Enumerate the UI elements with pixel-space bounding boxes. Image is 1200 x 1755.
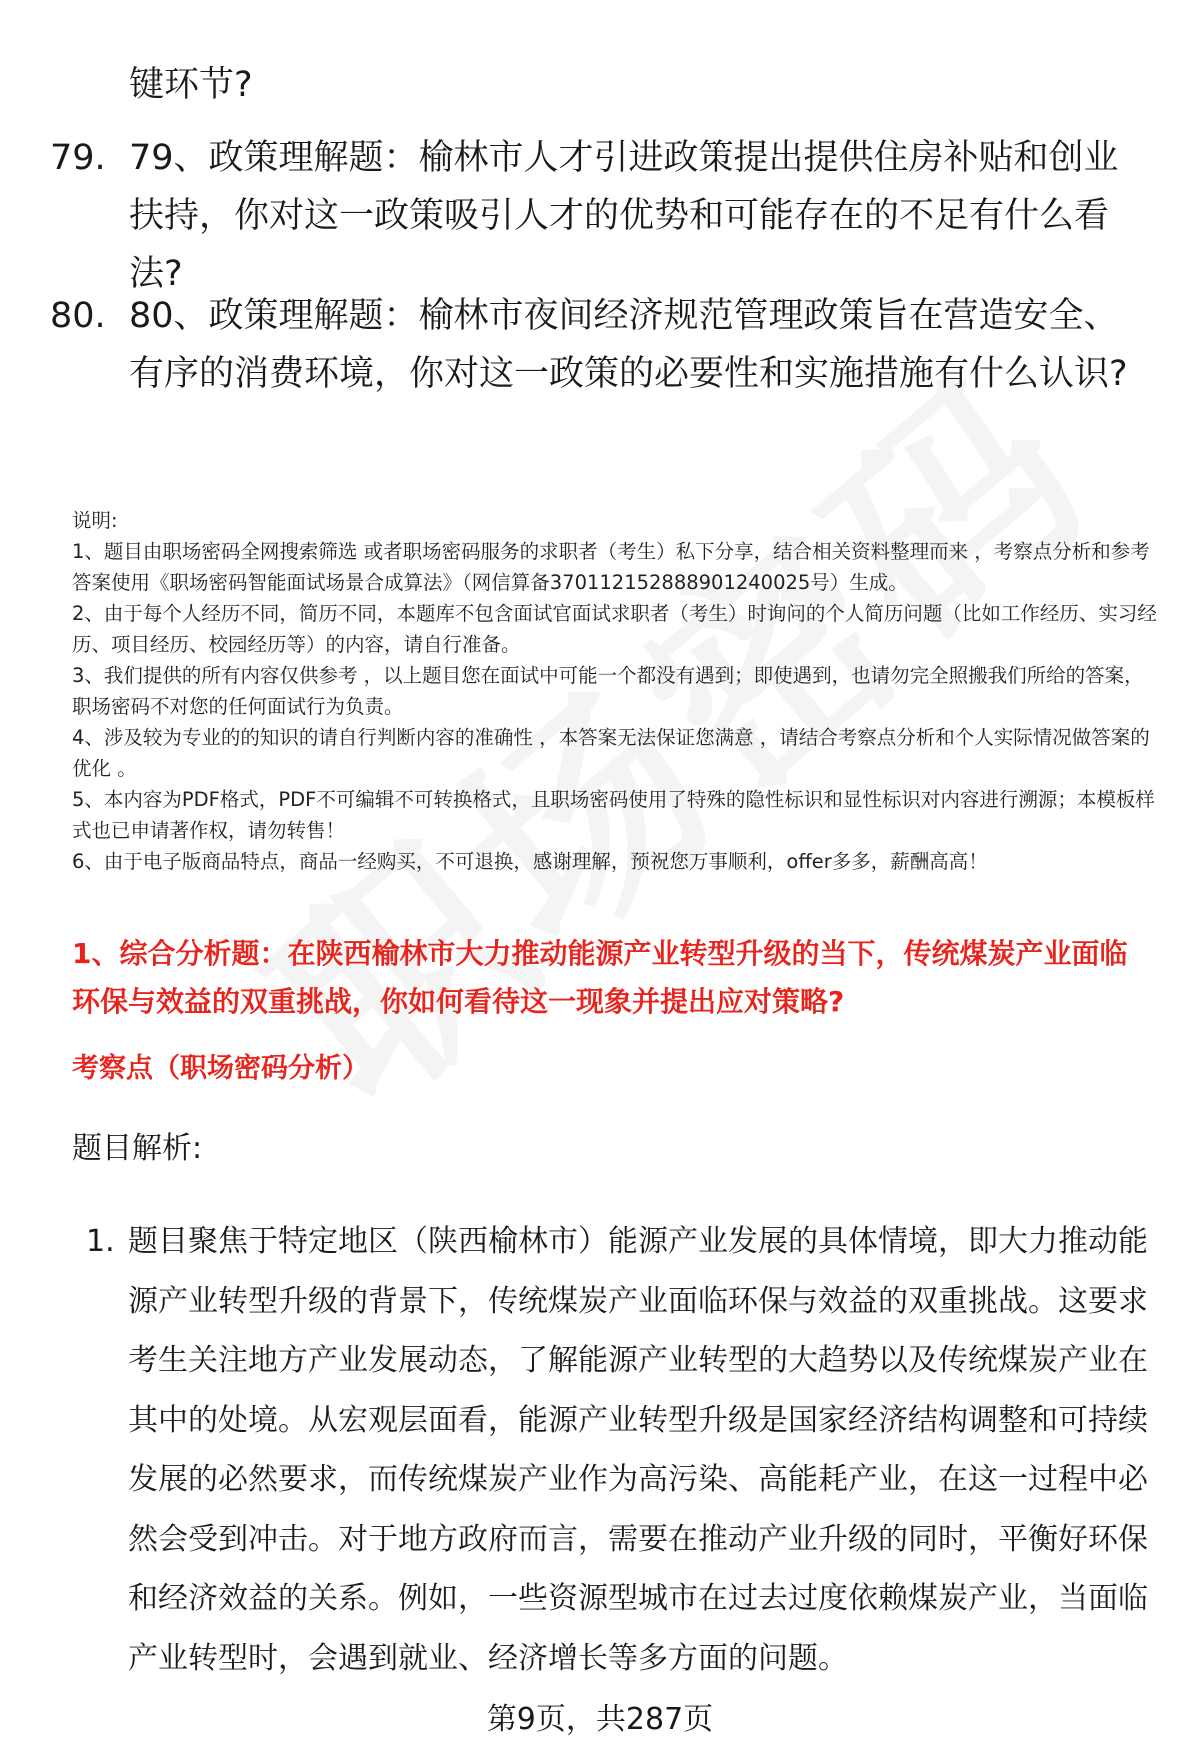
notes-item: 5、本内容为PDF格式，PDF不可编辑不可转换格式，且职场密码使用了特殊的隐性标识和显性标识对内容进行溯源；本模板样式也已申请著作权，请勿转售！ bbox=[72, 788, 1155, 842]
question-continuation: 键环节? bbox=[129, 65, 253, 105]
question-item-80 bbox=[50, 287, 1130, 403]
notes-title: 说明: bbox=[72, 509, 118, 532]
question-text: 80、政策理解题：榆林市夜间经济规范管理政策旨在营造安全、有序的消费环境，你对这一政策的必要性和实施措施有什么认识? bbox=[129, 296, 1128, 394]
notes-item: 2、由于每个人经历不同，简历不同，本题库不包含面试官面试求职者（考生）时询问的个人简历问题（比如工作经历、实习经历、项目经历、校园经历等）的内容，请自行准备。 bbox=[72, 602, 1157, 656]
section-question-heading: 1、综合分析题：在陕西榆林市大力推动能源产业转型升级的当下，传统煤炭产业面临环保与效益的双重挑战，你如何看待这一现象并提出应对策略? bbox=[72, 937, 1128, 1018]
analysis-item bbox=[86, 1212, 1166, 1688]
page-footer: 第9页，共287页 bbox=[486, 1702, 714, 1737]
notes-item: 3、我们提供的所有内容仅供参考 ，以上题目您在面试中可能一个都没有遇到；即使遇到，也请勿完全照搬我们所给的答案，职场密码不对您的任何面试行为负责。 bbox=[72, 664, 1144, 718]
analysis-item-text: 题目聚焦于特定地区（陕西榆林市）能源产业发展的具体情境，即大力推动能源产业转型升级的背景下，传统煤炭产业面临环保与效益的双重挑战。这要求考生关注地方产业发展动态，了解能源产业转型的大趋势以及传统煤炭产业在其中的处境。从宏观层面看，能源产业转型升级是国家经济结构调整和可持续发展的必然要求，而传统煤炭产业作为高污染、高能耗产业，在这一过程中必然会受到冲击。对于地方政府而言，需要在推动产业升级的同时，平衡好环保和经济效益的关系。例如，一些资源型城市在过去过度依赖煤炭产业，当面临产业转型时，会遇到就业、经济增长等多方面的问题。 bbox=[128, 1224, 1148, 1676]
notes-item: 6、由于电子版商品特点，商品一经购买，不可退换，感谢理解，预祝您万事顺利，offer多多，薪酬高高！ bbox=[72, 850, 988, 873]
analysis-heading: 题目解析: bbox=[72, 1131, 203, 1166]
notes-item: 4、涉及较为专业的的知识的请自行判断内容的准确性 ，本答案无法保证您满意 ，请结合考察点分析和个人实际情况做答案的优化 。 bbox=[72, 726, 1150, 780]
question-item-79 bbox=[50, 129, 1130, 303]
question-text: 79、政策理解题：榆林市人才引进政策提出提供住房补贴和创业扶持，你对这一政策吸引人才的优势和可能存在的不足有什么看法? bbox=[129, 138, 1119, 294]
question-number: 80. bbox=[50, 296, 106, 336]
notes-item: 1、题目由职场密码全网搜索筛选 或者职场密码服务的求职者（考生）私下分享，结合相关资料整理而来 ，考察点分析和参考答案使用《职场密码智能面试场景合成算法》（网信算备370112152888901240025号）生成。 bbox=[72, 540, 1150, 594]
notes-block bbox=[72, 505, 1162, 877]
question-number: 79. bbox=[50, 138, 106, 178]
analysis-item-number: 1. bbox=[86, 1224, 115, 1259]
section-label: 考察点（职场密码分析） bbox=[72, 1053, 369, 1084]
